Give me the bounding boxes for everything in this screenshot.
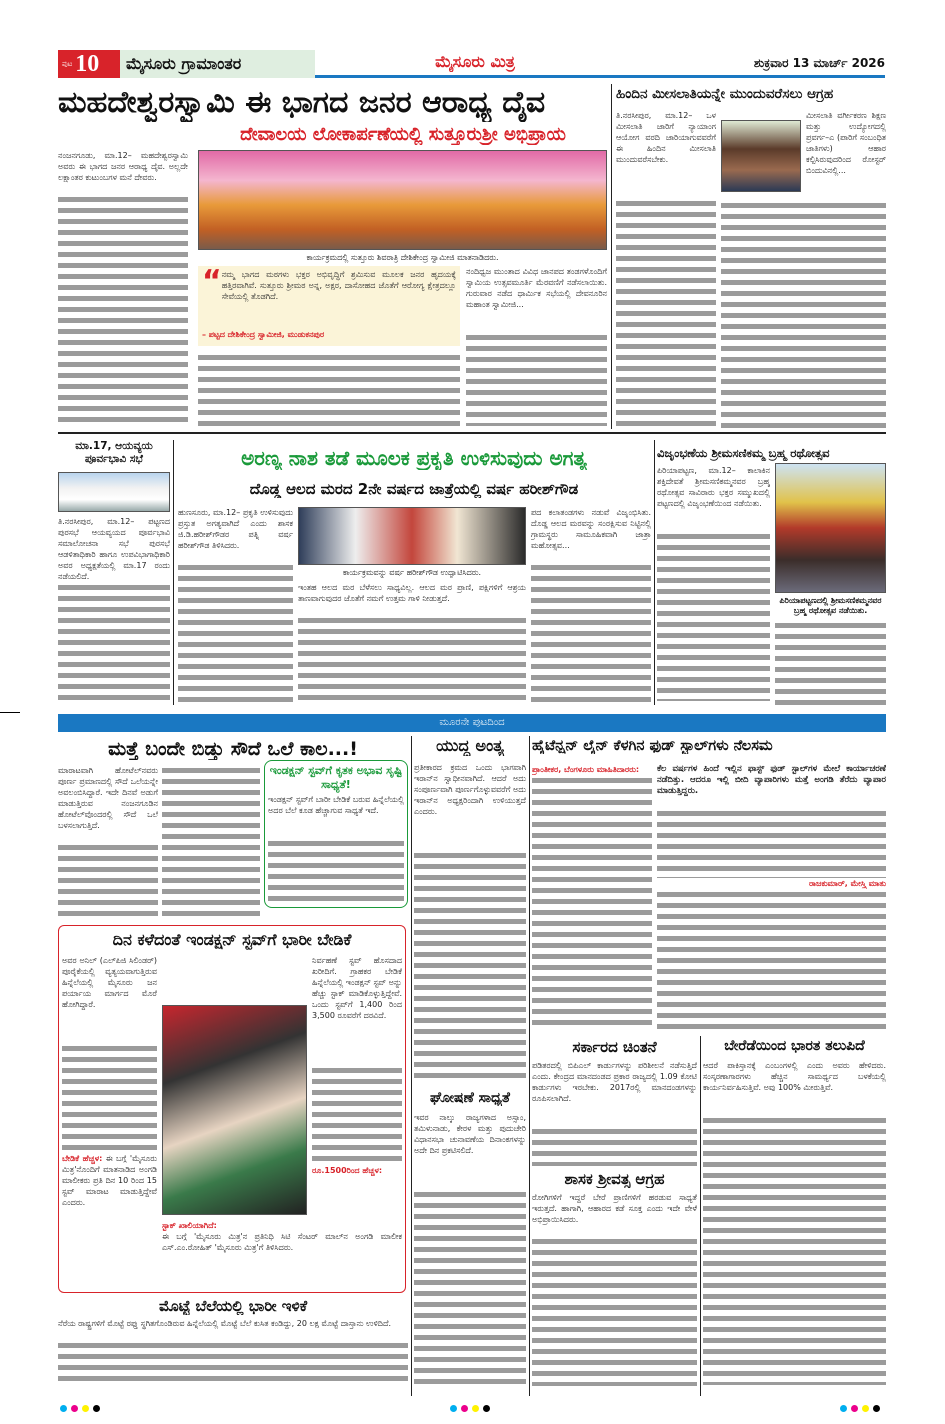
forest-col3 <box>298 582 526 705</box>
lead-subhead: ದೇವಾಲಯ ಲೋಕಾರ್ಪಣೆಯಲ್ಲಿ ಸುತ್ತೂರುಶ್ರೀ ಅಭಿಪ್ರಾಯ <box>240 124 566 145</box>
demand-text: ಈ ಬಗ್ಗೆ 'ಮೈಸೂರು ಮಿತ್ರ'ನೊಂದಿಗೆ ಮಾತನಾಡಿದ ಅಂಗಡಿ ಮಾಲೀಕರು ಪ್ರತಿ ದಿನ 10 ರಿಂದ 15 ಸ್ಟವ್ ಮಾರಾಟ ಮಾಡುತ್ತಿದ್ದೇವೆ ಎಂದರು. <box>62 1154 157 1207</box>
header-rule <box>315 75 885 78</box>
issue-date: ಶುಕ್ರವಾರ 13 ಮಾರ್ಚ್ 2026 <box>753 56 885 70</box>
registration-marks-center <box>450 1405 490 1412</box>
artificial-shortage-box <box>264 760 408 908</box>
quote-mark-icon: “ <box>202 264 222 299</box>
column-rule <box>654 440 655 705</box>
text-lines <box>414 1189 526 1387</box>
chariot-col1 <box>657 465 770 705</box>
foodstalls-body: ಕೆಲ ವರ್ಷಗಳ ಹಿಂದೆ ಇಲ್ಲಿನ ಫಾಸ್ಟ್ ಫುಡ್ ಸ್ಟಾಲ್‌ಗಳ ಮೇಲೆ ಕಾರ್ಯಾಚರಣೆ ನಡೆದಿತ್ತು. ಆದರೂ ಇಲ್ಲಿ ಬೀದಿ ವ್ಯಾಪಾರಿಗಳು ಮತ್ತೆ ಅಂಗಡಿ ತೆರೆದು ವ್ಯಾಪಾರ ಮಾಡುತ್ತಿದ್ದರು. <box>657 764 886 796</box>
crop-mark <box>0 712 20 713</box>
column-rule <box>529 736 530 1396</box>
war-body: ಪ್ರತೀಕಾರದ ಕ್ರಮದ ಒಂದು ಭಾಗವಾಗಿ ಇರಾನ್‌ನ ಸ್ವಾಧೀನವಾಗಿದೆ. ಆದರೆ ಅದು ಸಂಪೂರ್ಣವಾಗಿ ಪೂರ್ಣಗೊಳ್ಳುವವರೆಗೆ ಅದು ಇರಾನ್‌ನ ಅಧ್ಯಕ್ಷರಿಂದಾಗಿ ಉಳಿಯುತ್ತದೆ ಎಂದರು. <box>414 763 526 816</box>
foodstalls-headline: ಹೈಟೆನ್ಷನ್ ಲೈನ್ ಕೆಳಗಿನ ಫುಡ್ ಸ್ಟಾಲ್‌ಗಳು ನೆಲಸಮ <box>532 738 773 754</box>
firewood-body: ಮಾರಾಟವಾಗಿ ಹೋಟೆಲ್‌ನವರು ಪೂರ್ಣ ಪ್ರಮಾಣದಲ್ಲಿ ಸೌದೆ ಒಲೆಯನ್ನೇ ಅವಲಂಬಿಸಿದ್ದಾರೆ. ಇದೇ ದಿನವೆ ಅಡುಗೆ ಮಾಡುತ್ತಿರುವ ನಂಜನಗೂಡಿನ ಹೋಟೆಲ್‌ವೊಂದರಲ್ಲಿ ಸೌದೆ ಒಲೆ ಬಳಸಲಾಗುತ್ತಿದೆ. <box>58 766 158 830</box>
text-lines <box>531 562 651 702</box>
elsewhere-body: ಆದರೆ ಪಾಕಿಸ್ತಾನಕ್ಕೆ ಎಂಬಂಗಳಲ್ಲಿ ಎಂದು ಅವರು ಹೇಳಿದರು. ಸಂಸ್ಕರಣಾಗಾರಗಳು ಹೆಚ್ಚಿನ ಸಾಮರ್ಥ್ಯದ ಬಳಕೆಯಲ್ಲಿ ಕಾರ್ಯನಿರ್ವಹಿಸುತ್ತಿವೆ. ಅವು 100% ಮೀರುತ್ತಿವೆ. <box>703 1061 886 1092</box>
lead-photo <box>198 150 607 250</box>
lead-col3 <box>466 266 607 428</box>
reservation-portrait <box>721 120 801 192</box>
lead-quote-author: – ಪಟ್ಟದ ದೇಶಿಕೇಂದ್ರ ಸ್ವಾಮೀಜಿ, ಮುಡುಕನಪುರ <box>202 330 325 339</box>
text-lines <box>312 1065 402 1165</box>
continued-band <box>58 714 886 732</box>
forest-caption: ಕಾರ್ಯಕ್ರಮವನ್ನು ವರ್ಷ ಹರೀಶ್‌ಗೌಡ ಉದ್ಘಾಟಿಸಿದರು. <box>342 568 482 577</box>
budget-building-photo <box>58 472 170 512</box>
egg-body-wrap <box>58 1318 408 1390</box>
text-lines <box>58 582 170 702</box>
war-col <box>414 762 526 1087</box>
page-number-badge <box>58 50 120 78</box>
reservation-dateline: ತಿ.ನರಸೀಪುರ, ಮಾ.12– ಒಳ ಮೀಸಲಾತಿ ಜಾರಿಗೆ ನ್ಯಾಯಾಂಗ ಆಯೋಗ ವರದಿ ಜಾರಿಯಾಗುವವರೆಗೆ ಈ ಹಿಂದಿನ ಮೀಸಲಾತಿ ಮುಂದುವರೆಸಬೇಕು. <box>616 111 716 164</box>
text-lines <box>703 1115 886 1385</box>
forest-dateline: ಹುಣಸೂರು, ಮಾ.12– ಪ್ರಕೃತಿ ಉಳಿಸುವುದು ಪ್ರಸ್ತುತ ಅಗತ್ಯವಾಗಿದೆ ಎಂದು ಶಾಸಕ ಜಿ.ಡಿ.ಹರೀಶ್‌ಗೌಡರ ಪತ್ನಿ ವರ್ಷ ಹರೀಶ್‌ಗೌಡ ತಿಳಿಸಿದರು. <box>178 508 293 550</box>
demand-heading <box>62 1153 157 1273</box>
lead-quote-box <box>198 266 460 346</box>
induction-body2: ನಿರ್ವಹಣೆ ಸ್ಟವ್ ಹೊಸದಾದ ಖರೀದಿಗೆ. ಗ್ರಾಹಕರ ಬೇಡಿಕೆ ಹಿನ್ನೆಲೆಯಲ್ಲಿ ಇಂಡಕ್ಷನ್ ಸ್ಟವ್ ಅನ್ನು ಹೆಚ್ಚು ಸ್ಟಾಕ್ ಮಾಡಿಕೊಳ್ಳುತ್ತಿದ್ದೇವೆ. ಒಂದು ಸ್ಟವ್‌ಗೆ 1,400 ರಿಂದ 3,500 ರೂವರೆಗೆ ದರವಿದೆ. <box>312 956 402 1020</box>
reservation-col2-text: ಮೀಸಲಾತಿ ವರ್ಗೀಕರಣ ಶಿಕ್ಷಣ ಮತ್ತು ಉದ್ಯೋಗದಲ್ಲಿ ಪ್ರವರ್ಗ–ಎ (ಪಾರಿಗೆ ಸಂಬಂಧಿತ ಜಾತಿಗಳು) ಆಹಾರ ಕಲ್ಪಿಸಿರುವುದರಿಂದ ರೋಸ್ಟರ್ ಬಿಂದುವಿನಲ್ಲಿ... <box>806 111 886 175</box>
text-lines <box>657 889 886 1029</box>
text-lines <box>616 198 716 426</box>
lead-headline: ಮಹದೇಶ್ವರಸ್ವಾಮಿ ಈ ಭಾಗದ ಜನರ ಆರಾಧ್ಯ ದೈವ <box>58 85 546 120</box>
budget-dateline: ತಿ.ನರಸೀಪುರ, ಮಾ.12– ಪಟ್ಟಣದ ಪುರಸಭೆ ಆಯವ್ಯಯದ ಪೂರ್ವಭಾವಿ ಸಮಾಲೋಚನಾ ಸಭೆ ಪುರಸಭೆ ಆಡಳಿತಾಧಿಕಾರಿ ಹಾಗೂ ಉಪವಿಭಾಗಾಧಿಕಾರಿ ಅವರ ಅಧ್ಯಕ್ಷತೆಯಲ್ಲಿ ಮಾ.17 ರಂದು ನಡೆಯಲಿದೆ. <box>58 517 170 581</box>
mla-headline: ಶಾಸಕ ಶ್ರೀವತ್ಸ ಆಗ್ರಹ <box>564 1170 665 1188</box>
text-lines <box>532 1236 697 1386</box>
text-lines <box>414 850 526 1080</box>
lead-col1 <box>58 150 188 428</box>
text-lines <box>532 1126 697 1166</box>
budget-body <box>58 516 170 706</box>
demand-title: ಬೇಡಿಕೆ ಹೆಚ್ಚಳ: <box>62 1154 103 1163</box>
egg-body: ನೆರೆಯ ರಾಷ್ಟ್ರಗಳಿಗೆ ಮೊಟ್ಟೆ ರಫ್ತು ಸ್ಥಗಿತಗೊಂಡಿರುವ ಹಿನ್ನೆಲೆಯಲ್ಲಿ ಮೊಟ್ಟೆ ಬೆಲೆ ಕುಸಿತ ಕಂಡಿದ್ದು, 20 ಲಕ್ಷ ಮೊಟ್ಟೆ ದಾಸ್ತಾನು ಉಳಿದಿದೆ. <box>58 1319 392 1328</box>
text-lines <box>657 531 770 701</box>
govt-col <box>532 1060 697 1170</box>
lead-quote: ನಮ್ಮ ಭಾಗದ ಮಠಗಳು ಭಕ್ತರ ಅಭಿವೃದ್ಧಿಗೆ ಶ್ರಮಿಸುವ ಮೂಲಕ ಜನರ ಹೃದಯಕ್ಕೆ ಹತ್ತಿರವಾಗಿವೆ. ಸುತ್ತೂರು ಶ್ರೀಮಠ ಅನ್ನ, ಅಕ್ಷರ, ದಾಸೋಹದ ಜೊತೆಗೆ ಆರೋಗ್ಯ ಕ್ಷೇತ್ರದಲ್ಲೂ ಸೇವೆಯಲ್ಲಿ ತೊಡಗಿದೆ. <box>221 270 456 301</box>
chariot-photo <box>775 463 886 593</box>
induction-photo <box>162 1005 307 1215</box>
registration-marks-left <box>60 1405 100 1412</box>
firewood-col1 <box>58 765 158 920</box>
foodstalls-col-b-byline: ರಾಜಕುಮಾರ್, ಮೇಸ್ತ್ರಿ ಮಾತು <box>808 879 886 888</box>
text-lines <box>58 1340 408 1384</box>
text-lines <box>657 808 886 878</box>
forest-subhead: ದೊಡ್ಡ ಆಲದ ಮರದ 2ನೇ ವರ್ಷದ ಜಾತ್ರೆಯಲ್ಲಿ ವರ್ಷ ಹರೀಶ್‌ಗೌಡ <box>249 480 579 498</box>
budget-headline: ಮಾ.17, ಆಯವ್ಯಯ ಪೂರ್ವಭಾವಿ ಸಭೆ <box>75 440 153 465</box>
text-lines <box>775 620 886 705</box>
section-title: ಮೈಸೂರು ಗ್ರಾಮಾಂತರ <box>126 54 242 73</box>
box-headline: ಇಂಡಕ್ಷನ್ ಸ್ಟವ್‌ಗೆ ಕೃತಕ ಅಭಾವ ಸೃಷ್ಟಿ ಸಾಧ್ಯತೆ! <box>269 764 403 791</box>
forest-col1 <box>178 507 293 705</box>
chariot-headline: ವಿಜೃಂಭಣೆಯ ಶ್ರೀಮಸಣಿಕಮ್ಮ ಬ್ರಹ್ಮ ರಥೋತ್ಸವ <box>657 446 830 460</box>
foodstalls-byline: ಪ್ರಾಂತೀಕರ, ಬೆಂಗಳೂರು ಮಾಹಿತಿದಾರರು: <box>532 765 640 774</box>
induction-col1 <box>62 955 157 1290</box>
reservation-headline: ಹಿಂದಿನ ಮೀಸಲಾತಿಯನ್ನೇ ಮುಂದುವರೆಸಲು ಆಗ್ರಹ <box>616 86 834 102</box>
page-label: ಪುಟ <box>62 59 73 68</box>
section-label <box>120 50 315 78</box>
elsewhere-headline: ಬೇರೆಡೆಯಿಂದ ಭಾರತ ತಲುಪಿದೆ <box>724 1038 865 1054</box>
text-lines <box>162 765 260 920</box>
induction-headline: ದಿನ ಕಳೆದಂತೆ ಇಂಡಕ್ಷನ್ ಸ್ಟವ್‌ಗೆ ಭಾರೀ ಬೇಡಿಕೆ <box>112 930 352 949</box>
text-lines <box>298 615 526 703</box>
text-lines <box>178 562 293 702</box>
text-lines <box>532 775 652 1030</box>
masthead: ಮೈಸೂರು ಮಿತ್ರ <box>435 52 515 71</box>
box-body: ಇಂಡಕ್ಷನ್ ಸ್ಟವ್‌ಗೆ ಬಾರೀ ಬೇಡಿಕೆ ಬರುವ ಹಿನ್ನೆಲೆಯಲ್ಲಿ ಅದರ ಬೆಲೆ ಕೂಡ ಹೆಚ್ಚಾಗುವ ಸಾಧ್ಯತೆ ಇದೆ. <box>268 795 404 815</box>
forest-col3-text: ಇಂತಹ ಆಲದ ಮರ ಬೆಳೆಸಲು ಸಾಧ್ಯವಿಲ್ಲ. ಆಲದ ಮರ ಪ್ರಾಣಿ, ಪಕ್ಷಿಗಳಿಗೆ ಆಶ್ರಯ ತಾಣವಾಗುವುದರ ಜೊತೆಗೆ ನಮಗೆ ಉತ್ತಮ ಗಾಳಿ ನೀಡುತ್ತದೆ. <box>298 583 526 603</box>
text-lines <box>58 194 188 424</box>
induction-body: ಅವರ ಅನಿಲ್ (ಎಲ್‌ಪಿಜಿ ಸಿಲಿಂಡರ್) ಪೂರೈಕೆಯಲ್ಲಿ ವ್ಯತ್ಯಯವಾಗುತ್ತಿರುವ ಹಿನ್ನೆಲೆಯಲ್ಲಿ ಮೈಸೂರು ಜನ ಪರ್ಯಾಯ ಮಾರ್ಗದ ಮೊರೆ ಹೋಗಿದ್ದಾರೆ. <box>62 956 157 1009</box>
registration-marks-right <box>840 1405 880 1412</box>
forest-headline: ಅರಣ್ಯ ನಾಶ ತಡೆ ಮೂಲಕ ಪ್ರಕೃತಿ ಉಳಿಸುವುದು ಅಗತ್ಯ <box>241 446 587 470</box>
column-rule <box>611 84 612 429</box>
column-rule <box>173 440 174 705</box>
induction-bottom <box>162 1220 402 1290</box>
reservation-col2 <box>806 110 886 200</box>
war-subheadline: ಘೋಷಣೆ ಸಾಧ್ಯತೆ <box>430 1090 510 1106</box>
chariot-dateline: ಪಿರಿಯಾಪಟ್ಟಣ, ಮಾ.12– ಕಾಲಾಕಿನ ಶಕ್ತಿದೇವತೆ ಶ್ರೀಮಸಣಿಕಮ್ಮನವರ ಬ್ರಹ್ಮ ರಥೋತ್ಸವ ಸಾವಿರಾರು ಭಕ್ತರ ಸಮ್ಮುಖದಲ್ಲಿ ಪಟ್ಟಣದಲ್ಲಿ ವಿಜೃಂಭಣೆಯಿಂದ ನಡೆಯಿತು. <box>657 466 770 508</box>
lead-caption: ಕಾರ್ಯಕ್ರಮದಲ್ಲಿ ಸುತ್ತೂರು ಶಿವರಾತ್ರಿ ದೇಶಿಕೇಂದ್ರ ಸ್ವಾಮೀಜಿ ಮಾತನಾಡಿದರು. <box>306 253 499 262</box>
text-lines <box>721 200 886 428</box>
text-lines <box>198 352 460 428</box>
war-headline: ಯುದ್ಧ ಅಂತ್ಯ <box>436 736 504 755</box>
section-divider <box>58 432 886 434</box>
induction-col3 <box>312 955 402 1215</box>
foodstalls-col2 <box>657 764 886 1036</box>
text-lines <box>58 842 158 918</box>
page-number: 10 <box>75 50 100 77</box>
govt-headline: ಸರ್ಕಾರದ ಚಿಂತನೆ <box>572 1038 657 1056</box>
elsewhere-col <box>703 1060 886 1392</box>
foodstalls-col1 <box>532 764 652 1034</box>
reservation-col1 <box>616 110 716 428</box>
stock-title: ಸ್ಟಾಕ್ ಖಾಲಿಯಾಗಿದೆ: <box>162 1221 217 1230</box>
continued-label: ಮೂರನೇ ಪುಟದಿಂದ <box>439 717 505 728</box>
column-rule <box>411 736 412 1396</box>
egg-headline: ಮೊಟ್ಟೆ ಬೆಲೆಯಲ್ಲಿ ಭಾರೀ ಇಳಿಕೆ <box>158 1297 308 1315</box>
chariot-caption: ಪಿರಿಯಾಪಟ್ಟಣದಲ್ಲಿ ಶ್ರೀಮಸಣಿಕಮ್ಮನವರ ಬ್ರಹ್ಮ ರಥೋತ್ಸವ ನಡೆಯಿತು. <box>779 596 882 615</box>
lead-col3-text: ನಂದಿಧ್ವಜ ಮುಂತಾದ ವಿವಿಧ ಜಾನಪದ ತಂಡಗಳೊಂದಿಗೆ ಸ್ವಾಮಿಯ ಉತ್ಸವಮೂರ್ತಿ ಮೆರವಣಿಗೆ ನಡೆಸಲಾಯಿತು. ಗುರುವಾರ ನಡೆದ ಧಾರ್ಮಿಕ ಸಭೆಯಲ್ಲಿ ದೇವನೂರಿನ ಮಹಾಂತ ಸ್ವಾಮೀಜಿ... <box>466 267 607 309</box>
text-lines <box>62 1043 157 1153</box>
govt-body: ಪಡಿತರದಲ್ಲಿ ಬಿಪಿಎಲ್ ಕಾರ್ಡುಗಳನ್ನು ಪರಿಶೀಲನೆ ನಡೆಸುತ್ತಿದೆ ಎಂದು. ಕೇಂದ್ರದ ಮಾನದಂಡದ ಪ್ರಕಾರ ರಾಜ್ಯದಲ್ಲಿ 1.09 ಕೋಟಿ ಕಾರ್ಡುಗಳು ಇರಬೇಕು. 2017ರಲ್ಲಿ ಮಾನದಂಡಗಳನ್ನು ರೂಪಿಸಲಾಗಿದೆ. <box>532 1061 697 1103</box>
text-lines <box>466 332 607 426</box>
mla-body: ರೋಗಿಗಳಿಗೆ ಇದ್ದರೆ ಬೇರೆ ಪ್ರಾಣಿಗಳಿಗೆ ಹರಡುವ ಸಾಧ್ಯತೆ ಇರುತ್ತದೆ. ಹಾಗಾಗಿ, ಆಹಾರದ ಕಡೆ ಸೂಕ್ತ ಎಂದು ಇದೇ ವೇಳೆ ಅಭಿಪ್ರಾಯಿಸಿದರು. <box>532 1193 697 1224</box>
stock-text: ಈ ಬಗ್ಗೆ 'ಮೈಸೂರು ಮಿತ್ರ'ನ ಪ್ರತಿನಿಧಿ ಸಿಟಿ ಸೆಂಟರ್ ಮಾಲ್‌ನ ಅಂಗಡಿ ಮಾಲೀಕ ಎಸ್.ಎಂ.ರೋಹಿತ್ 'ಮೈಸೂರು ಮಿತ್ರ'ಗೆ ತಿಳಿಸಿದರು. <box>162 1232 402 1252</box>
price-title: ರೂ.1500ರಿಂದ ಹೆಚ್ಚಳ: <box>312 1166 383 1175</box>
war-sub-body: ಇವರ ನಾಲ್ಕು ರಾಜ್ಯಗಳಾದ ಅಸ್ಸಾಂ, ತಮಿಳುನಾಡು, ಕೇರಳ ಮತ್ತು ಪುದುಚೇರಿ ವಿಧಾನಸಭಾ ಚುನಾವಣೆಯ ದಿನಾಂಕಗಳನ್ನು ಅದೇ ದಿನ ಪ್ರಕಟಿಸಲಿದೆ. <box>414 1113 526 1155</box>
firewood-headline: ಮತ್ತೆ ಬಂದೇ ಬಿಡ್ತು ಸೌದೆ ಒಲೆ ಕಾಲ...! <box>108 738 358 760</box>
forest-photo <box>298 507 526 565</box>
forest-col5-text: ಪದ ಕಲಾತಂಡಗಳು ನಡುವೆ ವಿಜೃಂಭಿಸಿತು. ದೊಡ್ಡ ಆಲದ ಮರವನ್ನು ಸಂರಕ್ಷಿಸುವ ನಿಟ್ಟಿನಲ್ಲಿ ಗ್ರಾಮಸ್ಥರು ಸಾಮೂಹಿಕವಾಗಿ ಜಾತ್ರಾ ಮಹೋತ್ಸವ... <box>531 508 651 550</box>
mla-col <box>532 1192 697 1392</box>
war-col-lower <box>414 1112 526 1392</box>
forest-col5 <box>531 507 651 705</box>
text-lines <box>268 838 404 902</box>
lead-dateline: ನಂಜನಗೂಡು, ಮಾ.12– ಮಹದೇಶ್ವರಸ್ವಾಮಿ ಅವರು ಈ ಭಾಗದ ಜನರ ಆರಾಧ್ಯ ದೈವ. ಅಲ್ಲದೇ ಲಕ್ಷಾಂತರ ಕುಟುಂಬಗಳ ಮನೆ ದೇವರು. <box>58 151 188 182</box>
column-rule <box>700 1036 701 1396</box>
